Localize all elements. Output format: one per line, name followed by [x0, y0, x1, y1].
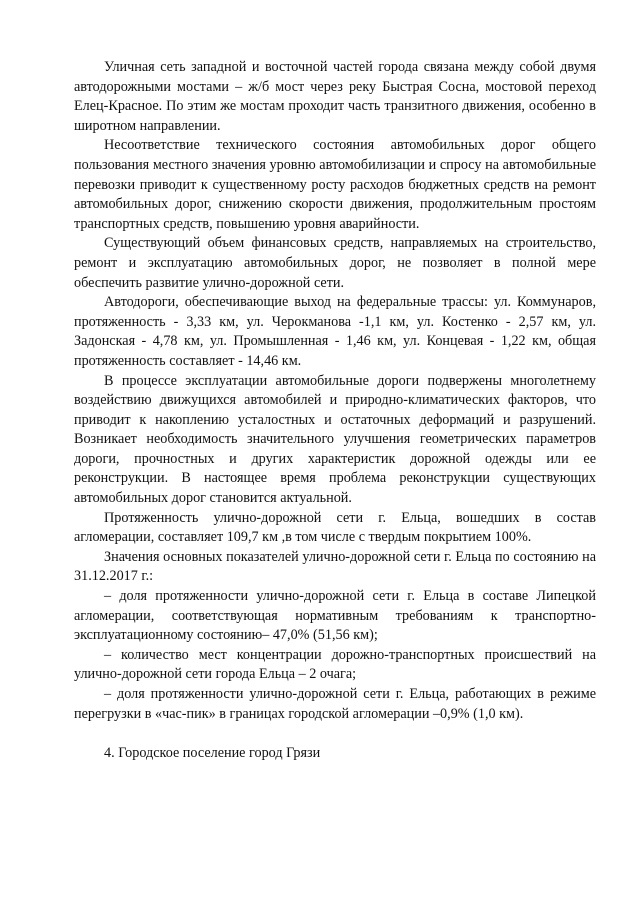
paragraph-indicators-intro: Значения основных показателей улично-дорожной сети г. Ельца по состоянию на 31.12.2017 г.:	[74, 548, 596, 585]
paragraph-bridges: Уличная сеть западной и восточной частей города связана между собой двумя автодорожными мостами – ж/б мост через реку Быстрая Сосна, мостовой переход Елец-Красное. По этим же мостам проходит часть транзитного движения, особенно в широтном направлении.	[74, 59, 596, 134]
paragraph-network-length: Протяженность улично-дорожной сети г. Ельца, вошедших в состав агломерации, составляет 109,7 км ,в том числе с твердым покрытием 100%.	[74, 509, 596, 546]
document-page	[74, 58, 596, 763]
list-item-compliance-share: – доля протяженности улично-дорожной сети г. Ельца в составе Липецкой агломерации, соответствующая нормативным требованиям к транспортно-эксплуатационному состоянию– 47,0% (51,56 км);	[74, 588, 596, 644]
section-heading: 4. Городское поселение город Грязи	[104, 744, 321, 761]
paragraph-funding: Существующий объем финансовых средств, направляемых на строительство, ремонт и эксплуатацию автомобильных дорог, не позволяет в полной мере обеспечить развитие улично-дорожной сети.	[74, 235, 596, 291]
list-item-accident-spots: – количество мест концентрации дорожно-транспортных происшествий на улично-дорожной сети города Ельца – 2 очага;	[74, 646, 596, 683]
list-item-overload-share: – доля протяженности улично-дорожной сети г. Ельца, работающих в режиме перегрузки в «час-пик» в границах городской агломерации –0,9% (1,0 км).	[74, 686, 596, 722]
paragraph-road-condition: Несоответствие технического состояния автомобильных дорог общего пользования местного значения уровню автомобилизации и спросу на автомобильные перевозки приводит к существенному росту расходов бюджетных средств на ремонт автомобильных дорог, снижению скорости движения, продолжительным простоям транспортных средств, повышению уровня аварийности.	[74, 137, 596, 232]
paragraph-federal-roads: Автодороги, обеспечивающие выход на федеральные трассы: ул. Коммунаров, протяженность - 3,33 км, ул. Черокманова -1,1 км, ул. Костенко - 2,57 км, ул. Задонская - 4,78 км, ул. Промышленная - 1,46 км, ул. Концевая - 1,22 км, общая протяженность составляет - 14,46 км.	[74, 294, 596, 369]
paragraph-exploitation: В процессе эксплуатации автомобильные дороги подвержены многолетнему воздействию движущихся автомобилей и природно-климатических факторов, что приводит к накоплению усталостных и остаточных деформаций и разрушений. Возникает необходимость значительного улучшения геометрических параметров дороги, прочностных и других характеристик дорожной одежды или ее реконструкции. В настоящее время проблема реконструкции существующих автомобильных дорог становится актуальной.	[74, 372, 596, 507]
